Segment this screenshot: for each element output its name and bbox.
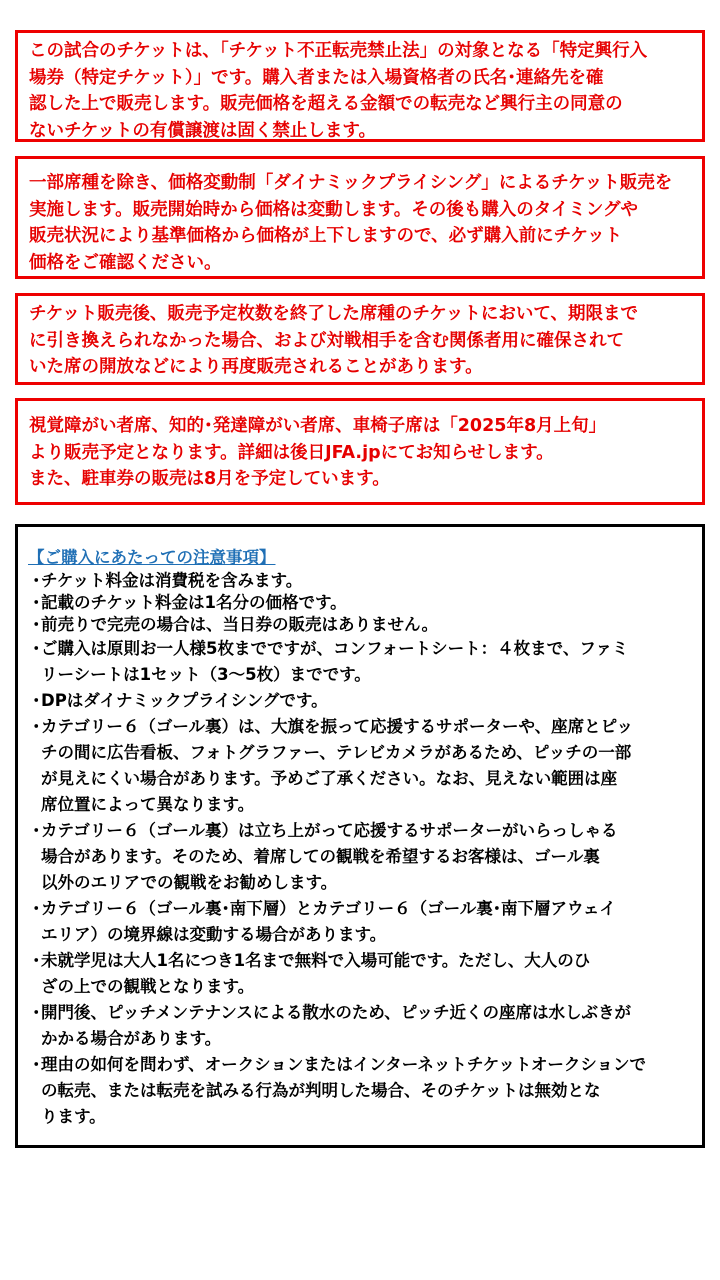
- notice-line: 販売状況により基準価格から価格が上下しますので、必ず購入前にチケット: [29, 226, 623, 246]
- bullet: ・: [28, 717, 45, 736]
- note-line: 席位置によって異なります。: [41, 795, 255, 814]
- bullet: ・: [28, 899, 45, 918]
- purchase-notes-box: [15, 524, 705, 1148]
- note-item: [28, 896, 692, 948]
- note-item: [28, 714, 692, 818]
- bullet: ・: [28, 571, 45, 590]
- notice-line: ないチケットの有償譲渡は固く禁止します。: [29, 120, 377, 141]
- notice-box-accessible-seats: [15, 398, 705, 505]
- notice-box-dynamic-pricing: [15, 156, 705, 279]
- note-line: DPはダイナミックプライシングです。: [41, 691, 328, 710]
- note-line: カテゴリー６（ゴール裏）は立ち上がって応援するサポーターがいらっしゃる: [41, 821, 618, 840]
- bullet: ・: [28, 639, 45, 658]
- note-line: ります。: [41, 1107, 106, 1126]
- notice-line: いた席の開放などにより再度販売されることがあります。: [29, 357, 483, 377]
- note-line: チの間に広告看板、フォトグラファー、テレビカメラがあるため、ピッチの一部: [41, 743, 632, 762]
- notice-line: また、駐車券の販売は8月を予定しています。: [29, 469, 390, 489]
- notice-line: より販売予定となります。詳細は後日JFA.jpにてお知らせします。: [29, 442, 554, 463]
- note-item: [28, 636, 692, 688]
- notice-line: 認した上で販売します。販売価格を超える金額での転売など興行主の同意の: [29, 94, 623, 114]
- note-line: 記載のチケット料金は1名分の価格です。: [41, 593, 347, 612]
- note-item: [28, 688, 692, 714]
- note-line: 未就学児は大人1名につき1名まで無料で入場可能です。ただし、大人のひ: [41, 951, 591, 970]
- note-line: の転売、または転売を試みる行為が判明した場合、そのチケットは無効とな: [41, 1081, 601, 1100]
- notice-line: チケット販売後、販売予定枚数を終了した席種のチケットにおいて、期限まで: [29, 304, 638, 324]
- notice-line: 場券（特定チケット）」です。購入者または入場資格者の氏名･連絡先を確: [29, 67, 604, 88]
- notice-line: に引き換えられなかった場合、および対戦相手を含む関係者用に確保されて: [29, 330, 624, 351]
- note-line: が見えにくい場合があります。予めご了承ください。なお、見えない範囲は座: [41, 769, 618, 788]
- notice-line: 視覚障がい者席、知的･発達障がい者席、車椅子席は「2025年8月上旬」: [29, 416, 607, 436]
- note-line: チケット料金は消費税を含みます。: [41, 571, 303, 590]
- note-line: ご購入は原則お一人様5枚までですが、コンフォートシート：４枚まで、ファミ: [41, 639, 629, 658]
- bullet: ・: [28, 691, 45, 710]
- notice-line: 一部席種を除き、価格変動制「ダイナミックプライシング」によるチケット販売を: [29, 173, 673, 193]
- bullet: ・: [28, 821, 45, 840]
- note-item: [28, 1052, 692, 1130]
- bullet: ・: [28, 951, 45, 970]
- note-line: ざの上での観戦となります。: [41, 977, 255, 996]
- note-line: カテゴリー６（ゴール裏･南下層）とカテゴリー６（ゴール裏･南下層アウェイ: [41, 899, 616, 918]
- note-line: リーシートは1セット（3～5枚）までです。: [41, 665, 371, 684]
- note-line: かかる場合があります。: [41, 1029, 222, 1048]
- note-item: [28, 570, 692, 592]
- bullet: ・: [28, 593, 45, 612]
- note-item: [28, 1000, 692, 1052]
- notice-line: この試合のチケットは、「チケット不正転売禁止法」の対象となる「特定興行入: [29, 41, 648, 61]
- bullet: ・: [28, 1003, 45, 1022]
- bullet: ・: [28, 1055, 45, 1074]
- note-line: カテゴリー６（ゴール裏）は、大旗を振って応援するサポーターや、座席とピッ: [41, 717, 634, 736]
- notice-line: 価格をご確認ください。: [29, 252, 222, 273]
- notice-box-resale: [15, 293, 705, 385]
- note-line: 理由の如何を問わず、オークションまたはインターネットチケットオークションで: [41, 1055, 647, 1074]
- note-item: [28, 614, 692, 636]
- note-line: 以外のエリアでの観戦をお勧めします。: [41, 873, 338, 892]
- bullet: ・: [28, 615, 45, 634]
- note-item: [28, 818, 692, 896]
- note-item: [28, 592, 692, 614]
- note-item: [28, 948, 692, 1000]
- note-line: 開門後、ピッチメンテナンスによる散水のため、ピッチ近くの座席は水しぶきが: [41, 1003, 632, 1022]
- notice-line: 実施します。販売開始時から価格は変動します。その後も購入のタイミングや: [29, 199, 638, 220]
- purchase-notes-title: 【ご購入にあたっての注意事項】: [28, 548, 276, 567]
- note-line: 前売りで完売の場合は、当日券の販売はありません。: [41, 615, 438, 634]
- note-line: 場合があります。そのため、着席しての観戦を希望するお客様は、ゴール裏: [41, 847, 600, 866]
- notice-box-ticket-resale-law: [15, 30, 705, 142]
- note-line: エリア）の境界線は変動する場合があります。: [41, 925, 387, 944]
